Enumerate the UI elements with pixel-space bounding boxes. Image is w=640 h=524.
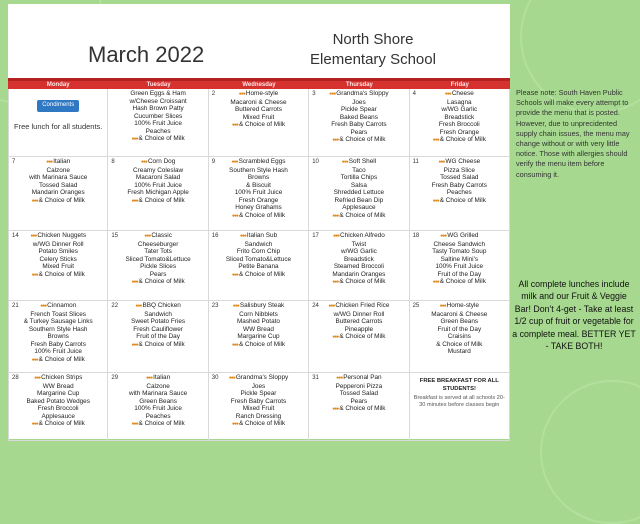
breakfast-text: Breakfast is served at all schools 20-30 minutes before classes begin — [413, 395, 505, 408]
day-number: 17 — [312, 233, 319, 239]
day-number: 9 — [211, 159, 216, 165]
menu-item: Hash Brown Patty — [132, 105, 184, 112]
menu-item: Peaches — [145, 412, 171, 420]
menu-item: ●●●& Choice of Milk — [231, 270, 286, 278]
menu-item: Lasagna — [447, 98, 472, 106]
menu-item: ●●●& Choice of Milk — [31, 420, 85, 427]
food-group-icons: ●●● — [439, 303, 446, 309]
menu-item: ●●●& Choice of Milk — [432, 278, 486, 285]
menu-item: Salsa — [350, 181, 367, 189]
food-group-icons: ●●● — [40, 303, 47, 309]
menu-item: ●●●& Choice of Milk — [131, 278, 185, 285]
calendar-day-cell — [410, 301, 510, 373]
calendar-day-cell — [209, 373, 309, 441]
menu-item: Fresh Orange — [439, 128, 480, 136]
menu-item: Mandarin Oranges — [332, 270, 386, 278]
day-number: 25 — [412, 303, 420, 309]
menu-item: & Choice of Milk — [436, 340, 483, 348]
menu-item: ●●●& Choice of Milk — [332, 333, 386, 340]
food-group-icons: ●●● — [146, 375, 153, 381]
menu-item: with Marinara Sauce — [128, 390, 188, 397]
menu-item: 100% Fruit Juice — [34, 348, 82, 355]
menu-item: w/WG Garlic — [340, 248, 377, 255]
menu-item: Macaroni Salad — [135, 174, 181, 181]
menu-item: Tasty Tomato Soup — [432, 248, 487, 255]
menu-item: Breadstick — [343, 255, 374, 263]
menu-item: Pickle Spear — [340, 106, 377, 113]
condiments-button[interactable]: Condiments — [37, 100, 79, 112]
menu-item: Fresh Cauliflower — [133, 325, 183, 333]
menu-item: WW Bread — [42, 382, 74, 390]
menu-item: Mixed Fruit — [242, 113, 275, 121]
food-group-icons: ●●● — [444, 91, 451, 97]
calendar-week-row — [8, 89, 510, 157]
menu-item: Pickle Spear — [240, 390, 277, 397]
menu-item: w/WG Dinner Roll — [333, 310, 385, 318]
food-group-icons: ●●● — [341, 159, 348, 165]
menu-sheet — [8, 4, 510, 439]
food-group-icons: ●●● — [432, 197, 439, 204]
menu-item: ●●●Classic — [144, 232, 172, 239]
menu-item: Cucumber Slices — [133, 112, 183, 120]
menu-item: Shredded Lettuce — [333, 189, 385, 196]
menu-item: Green Eggs & Ham — [130, 90, 186, 97]
calendar-weeks — [8, 89, 510, 441]
month-title: March 2022 — [88, 42, 205, 67]
food-group-icons: ●●● — [336, 375, 343, 381]
day-number: 4 — [412, 91, 416, 97]
food-group-icons: ●●● — [432, 137, 439, 143]
menu-item: with Marinara Sauce — [29, 174, 88, 181]
food-group-icons: ●●● — [31, 356, 38, 363]
food-group-icons: ●●● — [135, 303, 142, 309]
weekday-thursday: Thursday — [345, 82, 373, 88]
food-group-icons: ●●● — [31, 421, 38, 427]
food-group-icons: ●●● — [332, 334, 339, 340]
weekday-header — [8, 78, 510, 89]
calendar-week-row — [8, 157, 510, 231]
day-number: 10 — [312, 159, 319, 165]
menu-item: Pears — [350, 397, 368, 405]
menu-item: Tortilla Chips — [340, 174, 378, 181]
menu-item: Southern Style Hash — [28, 325, 88, 333]
menu-item: Mashed Potato — [236, 318, 280, 325]
food-group-icons: ●●● — [332, 212, 339, 219]
menu-item: ●●●Italian Sub — [239, 232, 278, 239]
menu-item: Petite Banana — [238, 263, 279, 270]
menu-item: Pears — [350, 128, 368, 136]
calendar-day-cell — [309, 301, 409, 373]
menu-item: Potato Smiles — [38, 248, 78, 255]
menu-item: Calzone — [46, 166, 70, 174]
menu-item: 100% Fruit Juice — [234, 189, 283, 196]
day-number: 11 — [412, 159, 419, 165]
food-group-icons: ●●● — [131, 421, 138, 427]
calendar-day-cell — [410, 231, 510, 301]
calendar-week-row — [8, 231, 510, 301]
menu-item: Saltine Mini's — [440, 255, 479, 263]
food-group-icons: ●●● — [438, 159, 445, 165]
menu-item: ●●●BBQ Chicken — [135, 302, 181, 309]
menu-item: ●●●& Choice of Milk — [432, 196, 486, 204]
menu-item: ●●●& Choice of Milk — [131, 420, 185, 427]
menu-item: Baked Potato Wedges — [26, 397, 90, 405]
menu-item: Fresh Broccoli — [438, 121, 480, 128]
calendar-week-row — [8, 373, 510, 441]
menu-item: Ranch Dressing — [235, 412, 282, 420]
menu-item: Applesauce — [342, 204, 376, 211]
food-group-icons: ●●● — [239, 233, 246, 239]
menu-item: w/WG Garlic — [441, 106, 478, 113]
menu-item: Joes — [251, 382, 266, 390]
menu-item: Craisins — [447, 333, 471, 340]
food-group-icons: ●●● — [440, 233, 447, 239]
day-number: 3 — [312, 91, 316, 97]
menu-item: Browns — [47, 333, 69, 340]
menu-item: Cheeseburger — [137, 240, 179, 248]
menu-item: French Toast Slices — [30, 310, 87, 318]
calendar-day-cell — [108, 231, 208, 301]
calendar-day-cell — [108, 373, 208, 441]
menu-item: Calzone — [146, 382, 170, 390]
food-group-icons: ●●● — [231, 341, 238, 348]
menu-item: Mixed Fruit — [42, 263, 74, 270]
menu-item: w/Cheese Croissant — [129, 97, 187, 105]
menu-item: ●●●& Choice of Milk — [432, 136, 486, 143]
menu-item: Steamed Broccoli — [333, 263, 384, 270]
calendar-day-cell — [410, 373, 510, 441]
food-group-icons: ●●● — [232, 303, 239, 309]
menu-item: ●●●Cinnamon — [40, 302, 77, 309]
day-number: 16 — [211, 233, 219, 239]
day-number: 28 — [12, 375, 19, 381]
food-group-icons: ●●● — [332, 233, 340, 239]
calendar-day-cell — [8, 231, 108, 301]
food-group-icons: ●●● — [131, 341, 138, 348]
menu-item: Margarine Cup — [237, 333, 280, 340]
menu-item: Breadstick — [444, 113, 475, 121]
menu-item: ●●●& Choice of Milk — [332, 136, 386, 143]
food-group-icons: ●●● — [328, 303, 335, 309]
menu-item: Fresh Michigan Apple — [127, 189, 189, 196]
menu-item: Pepperoni Pizza — [335, 382, 383, 390]
menu-item: & Turkey Sausage Links — [23, 318, 93, 325]
food-group-icons: ●●● — [131, 197, 138, 204]
calendar-day-cell — [309, 89, 409, 157]
menu-item: Joes — [352, 98, 366, 106]
weekday-monday: Monday — [46, 82, 70, 88]
food-group-icons: ●●● — [231, 271, 238, 278]
menu-item: ●●●& Choice of Milk — [231, 211, 286, 219]
menu-item: Creamy Coleslaw — [133, 166, 184, 174]
menu-item: Buttered Carrots — [335, 318, 383, 325]
menu-item: ●●●Grandma's Sloppy — [228, 374, 289, 381]
food-group-icons: ●●● — [231, 212, 238, 219]
menu-item: Baked Beans — [339, 113, 378, 121]
day-number: 22 — [111, 303, 119, 309]
menu-item: Margarine Cup — [37, 390, 80, 397]
day-number: 7 — [12, 159, 16, 165]
menu-item: Corn Nibblets — [239, 310, 278, 318]
day-number: 15 — [111, 233, 119, 239]
menu-item: Peaches — [446, 189, 472, 196]
menu-item: ●●●Grandma's Sloppy — [329, 90, 389, 97]
calendar-day-cell — [209, 89, 309, 157]
menu-item: Mixed Fruit — [242, 405, 275, 412]
menu-item: Fresh Baby Carrots — [331, 121, 387, 128]
food-group-icons: ●●● — [432, 279, 439, 285]
menu-item: Mustard — [447, 348, 471, 355]
menu-item: Sandwich — [244, 240, 273, 248]
menu-item: 100% Fruit Juice — [134, 405, 182, 412]
day-number: 2 — [211, 91, 216, 97]
weekday-friday: Friday — [450, 82, 469, 88]
menu-item: WW Bread — [243, 325, 274, 333]
menu-item: Cheese Sandwich — [433, 240, 486, 248]
menu-item: Pizza Slice — [443, 166, 475, 174]
menu-item: ●●●Cheese — [444, 90, 474, 97]
menu-item: ●●●Home-style — [238, 90, 279, 97]
menu-item: Southern Style Hash — [229, 166, 288, 174]
menu-item: ●●●& Choice of Milk — [332, 211, 386, 219]
school-title — [298, 30, 448, 70]
menu-item: ●●●& Choice of Milk — [231, 121, 286, 128]
menu-item: Sliced Tomato&Lettuce — [125, 255, 191, 263]
food-group-icons: ●●● — [332, 137, 339, 143]
calendar-day-cell — [108, 157, 208, 231]
menu-item: Pineapple — [344, 325, 374, 333]
calendar-day-cell — [8, 89, 108, 157]
food-group-icons: ●●● — [31, 197, 38, 204]
menu-item: ●●●Chicken Nuggets — [30, 232, 87, 239]
food-group-icons: ●●● — [231, 122, 238, 128]
calendar-day-cell — [309, 373, 409, 441]
food-group-icons: ●●● — [332, 406, 339, 412]
menu-item: ●●●Scrambled Eggs — [231, 158, 286, 165]
menu-item: ●●●Home-style — [439, 302, 479, 309]
menu-item: Green Beans — [139, 397, 177, 405]
day-number: 8 — [111, 159, 115, 165]
calendar-week-row — [8, 301, 510, 373]
menu-item: ●●●& Choice of Milk — [131, 135, 185, 142]
menu-item: ●●●& Choice of Milk — [31, 270, 85, 278]
menu-item: ●●●& Choice of Milk — [131, 340, 185, 348]
food-group-icons: ●●● — [231, 159, 238, 165]
calendar-day-cell — [108, 89, 208, 157]
menu-item: Honey Grahams — [235, 204, 282, 211]
menu-item: ●●●& Choice of Milk — [31, 355, 85, 363]
menu-item: Fresh Baby Carrots — [230, 397, 287, 405]
day-number: 24 — [312, 303, 319, 309]
menu-calendar — [8, 78, 510, 441]
food-group-icons: ●●● — [46, 159, 53, 165]
food-group-icons: ●●● — [31, 271, 38, 278]
menu-item: ●●●WG Cheese — [438, 158, 481, 165]
food-group-icons: ●●● — [131, 279, 138, 285]
menu-item: ●●●Soft Shell — [341, 158, 377, 165]
calendar-day-cell — [309, 231, 409, 301]
menu-item: Fruit of the Day — [136, 333, 180, 340]
menu-item: Tossed Salad — [339, 390, 379, 397]
day-number: 21 — [12, 303, 19, 309]
menu-item: Fruit of the Day — [437, 325, 482, 333]
background-decoration — [540, 380, 640, 524]
menu-item: ●●●WG Grilled — [440, 232, 479, 239]
menu-item: Pears — [149, 270, 167, 278]
school-name-line1: North Shore — [332, 31, 414, 48]
menu-item: w/WG Dinner Roll — [32, 240, 84, 248]
menu-item: ●●●Chicken Alfredo — [332, 232, 385, 239]
menu-item: ●●●Salisbury Steak — [232, 302, 285, 309]
calendar-day-cell — [410, 89, 510, 157]
menu-item: 100% Fruit Juice — [134, 120, 182, 127]
calendar-day-cell — [8, 373, 108, 441]
menu-item: ●●●& Choice of Milk — [332, 278, 386, 285]
menu-item: Celery Sticks — [39, 255, 77, 263]
supply-chain-note: Please note: South Haven Public Schools will make every attempt to provide the menu that is posted. However, due to unprecidented supply chain issues, the menu may change without or with very little notice. Those with allergies should verify the menu item before consuming it. — [516, 88, 630, 179]
weekday-wednesday: Wednesday — [242, 82, 276, 88]
food-group-icons: ●●● — [140, 159, 147, 165]
day-number: 14 — [12, 233, 19, 239]
menu-item: Browns — [247, 174, 270, 181]
menu-item: Taco — [352, 166, 366, 174]
calendar-day-cell — [209, 231, 309, 301]
day-number: 23 — [211, 303, 219, 309]
calendar-day-cell — [209, 301, 309, 373]
menu-item: ●●●& Choice of Milk — [131, 196, 185, 204]
calendar-day-cell — [410, 157, 510, 231]
menu-item: ●●●Personal Pan — [336, 374, 382, 381]
menu-item: 100% Fruit Juice — [435, 263, 484, 270]
breakfast-title: FREE BREAKFAST FOR ALL STUDENTS! — [419, 378, 499, 392]
calendar-day-cell — [8, 157, 108, 231]
menu-item: ●●●& Choice of Milk — [231, 340, 286, 348]
menu-item: Mandarin Oranges — [31, 189, 85, 196]
calendar-day-cell — [209, 157, 309, 231]
menu-item: ●●●& Choice of Milk — [31, 196, 85, 204]
menu-item: Twist — [351, 240, 367, 248]
menu-item: ●●●& Choice of Milk — [231, 420, 286, 427]
food-group-icons: ●●● — [34, 375, 41, 381]
calendar-day-cell — [309, 157, 409, 231]
menu-item: Pickle Slices — [140, 263, 177, 270]
menu-item: Applesauce — [41, 412, 75, 420]
menu-item: Refried Bean Dip — [334, 196, 384, 204]
menu-item: Macaroni & Cheese — [230, 98, 287, 106]
food-group-icons: ●●● — [332, 279, 339, 285]
menu-item: 100% Fruit Juice — [134, 181, 182, 189]
food-group-icons: ●●● — [231, 421, 238, 427]
menu-item: Peaches — [145, 127, 171, 135]
menu-item: Fresh Baby Carrots — [431, 181, 487, 189]
menu-item: Tossed Salad — [440, 174, 479, 181]
complete-lunch-note: All complete lunches include milk and our Fruit & Veggie Bar! Don't 4-get - Take at least 1/2 cup of fruit or vegetable for a complete meal. BETTER YET - TAKE BOTH! — [512, 279, 636, 352]
school-name-line2: Elementary School — [310, 51, 436, 68]
day-number: 18 — [412, 233, 420, 239]
menu-item: ●●●& Choice of Milk — [332, 405, 386, 412]
menu-item: ●●●Chicken Strips — [34, 374, 83, 381]
menu-item: Fresh Orange — [238, 196, 279, 204]
menu-item: ●●●Italian — [146, 374, 171, 381]
day-number: 29 — [111, 375, 119, 381]
menu-item: ●●●Italian — [46, 158, 71, 165]
menu-item: Tossed Salad — [39, 181, 78, 189]
day-number: 30 — [211, 375, 219, 381]
menu-item: Fresh Baby Carrots — [30, 340, 86, 348]
menu-item: Fruit of the Day — [437, 270, 482, 278]
food-group-icons: ●●● — [238, 91, 245, 97]
menu-item: ●●●Corn Dog — [140, 158, 176, 165]
food-group-icons: ●●● — [30, 233, 37, 239]
menu-item: Frito Corn Chip — [236, 248, 281, 255]
day-number: 31 — [312, 375, 319, 381]
food-group-icons: ●●● — [228, 375, 235, 381]
food-group-icons: ●●● — [131, 136, 138, 142]
menu-item: ●●●Chicken Fried Rice — [328, 302, 390, 309]
menu-item: Buttered Carrots — [235, 106, 282, 113]
menu-item: & Biscuit — [246, 181, 271, 189]
menu-item: Tater Tots — [144, 248, 172, 255]
weekday-tuesday: Tuesday — [146, 82, 171, 88]
menu-item: Green Beans — [440, 318, 479, 325]
menu-item: Sliced Tomato&Lettuce — [225, 255, 292, 263]
menu-item: Sweet Potato Fries — [131, 318, 186, 325]
free-lunch-note: Free lunch for all students. — [14, 121, 103, 131]
food-group-icons: ●●● — [144, 233, 151, 239]
menu-item: Fresh Broccoli — [37, 405, 79, 412]
calendar-day-cell — [108, 301, 208, 373]
menu-item: Sandwich — [144, 310, 172, 318]
menu-item: Macaroni & Cheese — [431, 310, 488, 318]
food-group-icons: ●●● — [329, 91, 336, 97]
calendar-day-cell — [8, 301, 108, 373]
